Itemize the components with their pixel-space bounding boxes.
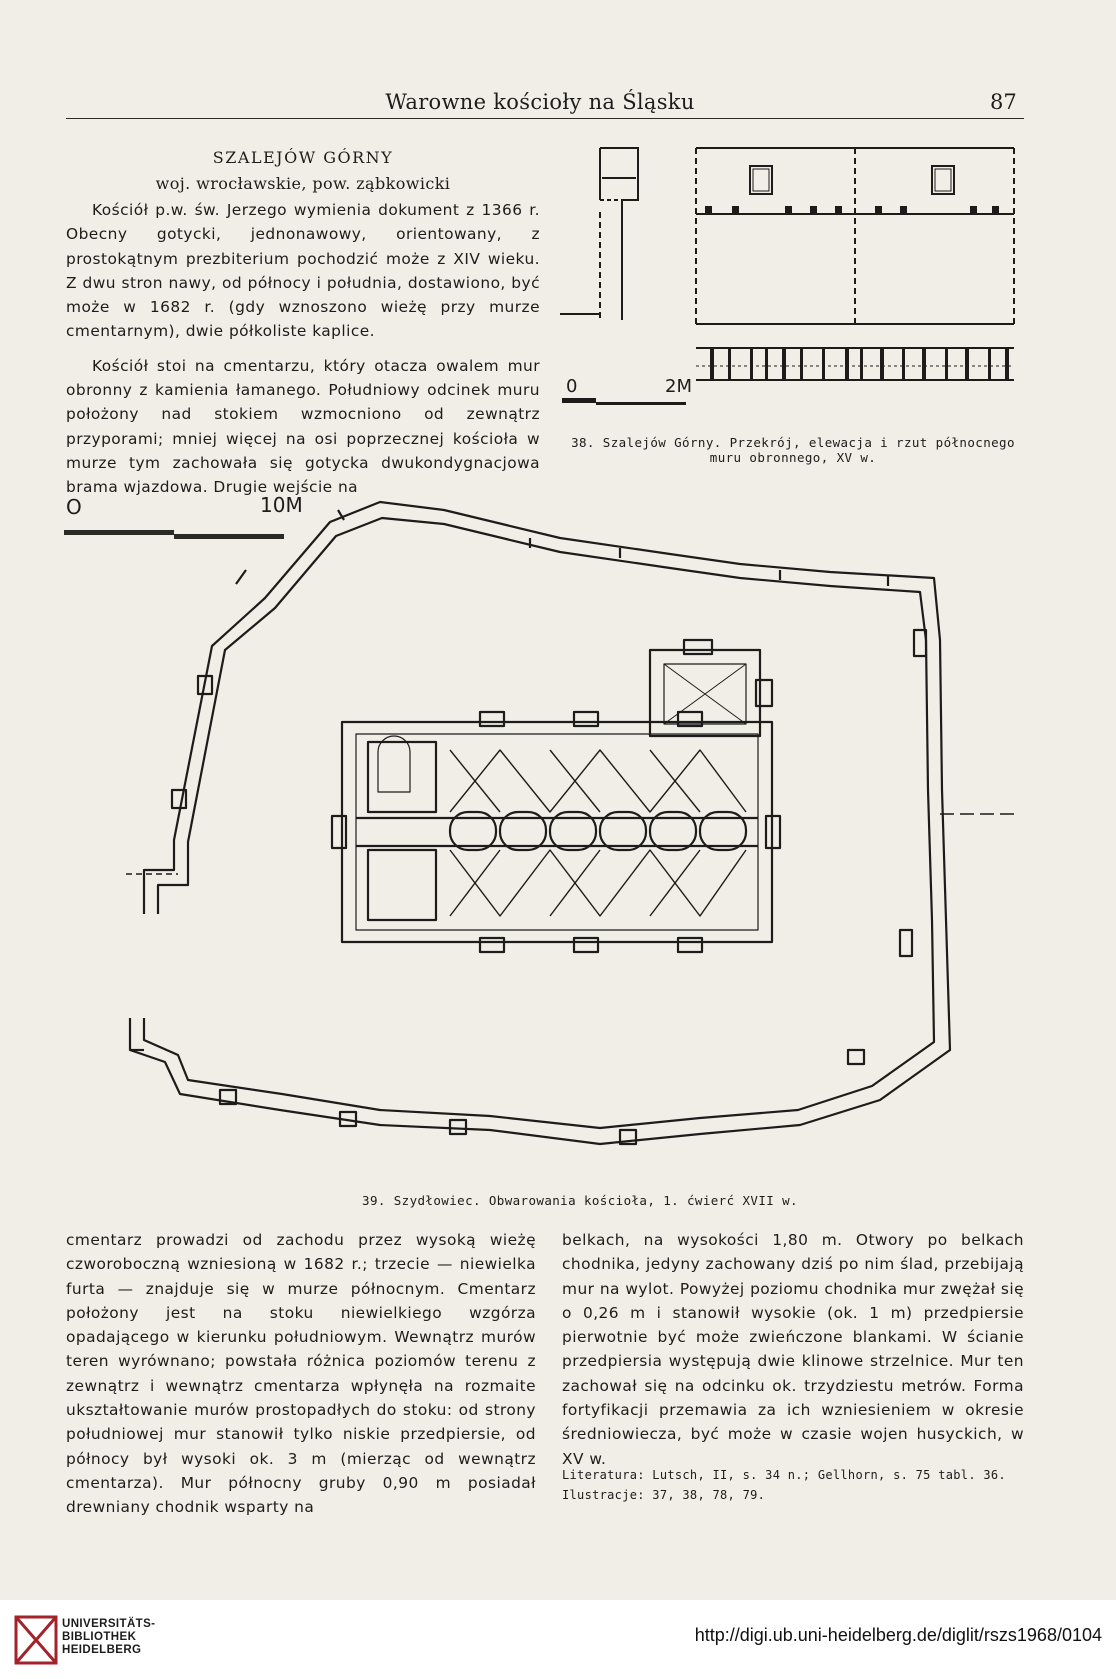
university-logo-icon bbox=[14, 1615, 58, 1665]
literature-note: Literatura: Lutsch, II, s. 34 n.; Gellhorn, s. 75 tabl. 36. bbox=[562, 1468, 1006, 1482]
paragraph: belkach, na wysokości 1,80 m. Otwory po belkach chodnika, jedyny zachowany dziś po nim ślad, przebijają mur na wylot. Powyżej poziomu chodnika mur zwężał się o 0,26 m i stanowił wysokie (ok. 1 m) przedpiersie pierwotnie być może zwieńczone blankami. W ścianie przedpiersia występują dwie klinowe strzelnice. Mur ten zachował się na odcinku ok. trzydziestu metrów. Forma fortyfikacji przemawia za ich wzniesieniem w okresie średniowiecza, być może w czasie wojen husyckich, w XV w. bbox=[562, 1231, 1024, 1468]
caption-line: muru obronnego, XV w. bbox=[709, 450, 877, 465]
figure-38-drawing bbox=[560, 140, 1030, 430]
paragraph: Kościół p.w. św. Jerzego wymienia dokument z 1366 r. Obecny gotycki, jednonawowy, orientowany, z prostokątnym prezbiterium pochodzić może z XIV wieku. Z dwu stron nawy, od północy i południa, dostawiono, być może w 1682 r. (gdy wznoszono wieżę przy murze cmentarnym), dwie półkoliste kaplice. bbox=[66, 201, 540, 341]
left-bottom-text bbox=[66, 1228, 536, 1520]
paragraph: Kościół stoi na cmentarzu, który otacza owalem mur obronny z kamienia łamanego. Południowy odcinek muru położony nad stokiem wzmocniono od zewnątrz przyporami; mniej więcej na osi poprzecznej kościoła w murze tym zachowała się gotycka dwukondygnacjowa brama wjazdowa. Drugie wejście na bbox=[66, 356, 540, 497]
page-number: 87 bbox=[990, 90, 1017, 114]
section-title: SZALEJÓW GÓRNY bbox=[212, 148, 394, 167]
fig38-scale-zero: 0 bbox=[566, 376, 578, 397]
library-name bbox=[62, 1618, 155, 1657]
fig39-scale-zero: O bbox=[66, 495, 82, 519]
permalink-url[interactable]: http://digi.ub.uni-heidelberg.de/diglit/rszs1968/0104 bbox=[694, 1625, 1102, 1645]
right-bottom-text bbox=[562, 1228, 1024, 1471]
caption-line: 38. Szalejów Górny. Przekrój, elewacja i rzut północnego bbox=[571, 435, 1015, 450]
fig39-scale-max: 10M bbox=[260, 493, 303, 517]
section-subtitle: woj. wrocławskie, pow. ząbkowicki bbox=[155, 174, 451, 193]
figure-39-caption: 39. Szydłowiec. Obwarowania kościoła, 1. ćwierć XVII w. bbox=[362, 1193, 798, 1208]
running-title: Warowne kościoły na Śląsku bbox=[385, 90, 695, 114]
header-rule bbox=[66, 118, 1024, 119]
library-name-line: HEIDELBERG bbox=[62, 1644, 142, 1656]
figure-38-caption bbox=[560, 435, 1026, 465]
illustrations-note: Ilustracje: 37, 38, 78, 79. bbox=[562, 1488, 766, 1502]
fig38-scale-max: 2M bbox=[665, 376, 692, 397]
library-name-line: BIBLIOTHEK bbox=[62, 1631, 137, 1643]
left-top-text bbox=[66, 198, 540, 500]
paragraph: cmentarz prowadzi od zachodu przez wysoką wieżę czworoboczną wzniesioną w 1682 r.; trzecie — niewielka furta — znajduje się w murze północnym. Cmentarz położony jest na stoku niewielkiego wzgórza opadającego w kierunku południowym. Wewnątrz murów teren wyrównano; powstała różnica poziomów terenu z zewnątrz i wewnątrz cmentarza wpłynęła na rozmaite ukształtowanie murów prostopadłych do stoku: od strony południowej mur stanowił tylko niskie przedpiersie, od północy był wysoki ok. 3 m (mierząc od wewnątrz cmentarza). Mur północny gruby 0,90 m posiadał drewniany chodnik wsparty na bbox=[66, 1231, 536, 1517]
figure-39-plan bbox=[60, 490, 1040, 1180]
library-name-line: UNIVERSITÄTS- bbox=[62, 1618, 156, 1630]
